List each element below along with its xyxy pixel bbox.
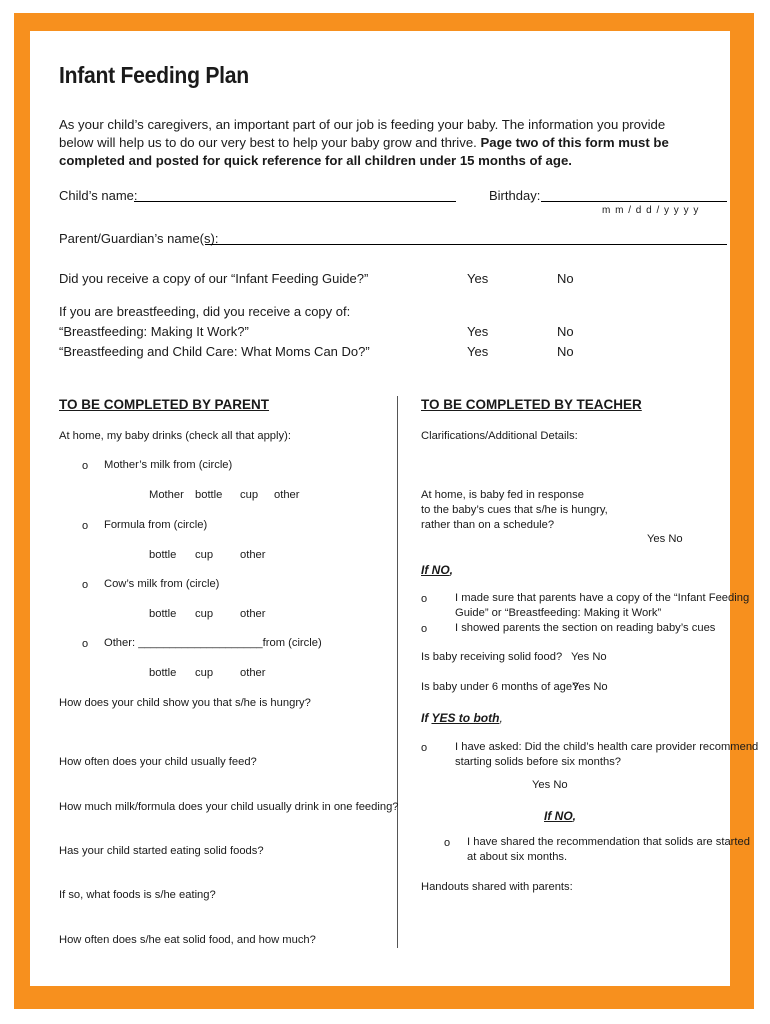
parent-name-field[interactable] [205,244,727,245]
checkbox-cues-section[interactable]: o [421,623,428,635]
mothers-opt-other[interactable]: other [274,489,300,501]
cows-opt-other[interactable]: other [240,608,266,620]
mothers-milk-label: Mother’s milk from (circle) [104,459,233,471]
handouts-label: Handouts shared with parents: [421,881,573,893]
intro-text: As your child’s caregivers, an important part of our job is feeding your baby. The information you provide below will help us to do our very best to help your baby grow and thrive. [59,117,666,150]
provider-asked-line-2: starting solids before six months? [455,756,622,768]
page-border [14,13,759,1009]
question-feed-frequency: How often does your child usually feed? [59,756,257,768]
mothers-opt-cup[interactable]: cup [240,489,259,501]
checkbox-mothers-milk[interactable]: o [82,460,89,472]
cues-yes-no[interactable]: Yes No [647,533,683,545]
cues-question-line-1: At home, is baby fed in response [421,489,584,501]
other-opt-bottle[interactable]: bottle [149,667,177,679]
formula-label: Formula from (circle) [104,519,208,531]
question-hungry: How does your child show you that s/he is hungry? [59,697,311,709]
intro-paragraph [59,116,699,170]
question-which-foods: If so, what foods is s/he eating? [59,889,216,901]
solid-food-yes-no[interactable]: Yes No [571,651,607,663]
column-divider [397,396,398,948]
cows-opt-cup[interactable]: cup [195,608,214,620]
clarifications-label: Clarifications/Additional Details: [421,430,578,442]
provider-yes-no[interactable]: Yes No [532,779,568,791]
if-yes-punct: , [499,711,503,725]
provider-asked-line-1: I have asked: Did the child’s health care provider recommend [455,741,759,753]
breastfeeding-2-no[interactable]: No [557,344,574,359]
if-no-label [421,563,453,577]
checkbox-formula[interactable]: o [82,520,89,532]
guide-no[interactable]: No [557,271,574,286]
child-name-field[interactable] [134,201,456,202]
guide-yes[interactable]: Yes [467,271,489,286]
child-name-label: Child’s name: [59,188,138,203]
if-no-text: If NO [421,563,450,577]
solid-food-question [421,651,562,663]
drinks-label: At home, my baby drinks (check all that apply): [59,430,291,442]
mothers-opt-bottle[interactable]: bottle [195,489,223,501]
parent-name-label: Parent/Guardian’s name(s): [59,231,219,246]
if-no-punct: , [449,563,454,577]
guide-question: Did you receive a copy of our “Infant Feeding Guide?” [59,271,369,286]
formula-opt-other[interactable]: other [240,549,266,561]
if-no-2-punct: , [572,809,577,823]
checkbox-recommendation-shared[interactable]: o [444,837,451,849]
cues-question-line-2: to the baby’s cues that s/he is hungry, [421,504,608,516]
if-no-label-2 [544,809,576,823]
parent-section-header: TO BE COMPLETED BY PARENT [59,397,270,412]
checkbox-other[interactable]: o [82,638,89,650]
cows-opt-bottle[interactable]: bottle [149,608,177,620]
breastfeeding-question-1: “Breastfeeding: Making It Work?” [59,324,249,339]
birthday-field[interactable] [541,201,727,202]
intro-bold-text: Page two of this form must be completed and posted for quick reference for all children under 15 months of age. [59,135,669,168]
other-opt-other[interactable]: other [240,667,266,679]
cues-question-line-3: rather than on a schedule? [421,519,555,531]
mothers-opt-mother[interactable]: Mother [149,489,184,501]
question-solid-frequency: How often does s/he eat solid food, and how much? [59,934,316,946]
recommendation-line-2: at about six months. [467,851,568,863]
cues-section-label: I showed parents the section on reading baby’s cues [455,622,716,634]
under-six-yes-no[interactable]: Yes No [572,681,608,693]
if-yes-both-label [421,711,503,725]
form-page [30,31,759,986]
checkbox-provider-asked[interactable]: o [421,742,428,754]
birthday-format-hint: m m / d d / y y y y [602,205,700,216]
question-feed-amount: How much milk/formula does your child usually drink in one feeding? [59,801,399,813]
checkbox-cows-milk[interactable]: o [82,579,89,591]
breastfeeding-question-2: “Breastfeeding and Child Care: What Moms Can Do?” [59,344,370,359]
guide-copy-line-2: Guide” or “Breastfeeding: Making it Work” [455,607,662,619]
breastfeeding-1-yes[interactable]: Yes [467,324,489,339]
guide-copy-line-1: I made sure that parents have a copy of the “Infant Feeding [455,592,750,604]
if-yes-text: YES to both [431,711,500,725]
if-yes-prefix: If [421,711,432,725]
birthday-label: Birthday: [489,188,541,203]
under-six-question: Is baby under 6 months of age? [421,681,579,693]
other-label[interactable]: Other: ____________________from (circle) [104,637,322,649]
checkbox-guide-copy[interactable]: o [421,593,428,605]
other-opt-cup[interactable]: cup [195,667,214,679]
question-solid-foods: Has your child started eating solid foods? [59,845,264,857]
cows-milk-label: Cow’s milk from (circle) [104,578,220,590]
breastfeeding-1-no[interactable]: No [557,324,574,339]
breastfeeding-2-yes[interactable]: Yes [467,344,489,359]
breastfeeding-intro: If you are breastfeeding, did you receive a copy of: [59,304,351,319]
solid-food-question-text: Is baby receiving solid food? [421,651,563,663]
teacher-section-header: TO BE COMPLETED BY TEACHER [421,397,642,412]
formula-opt-cup[interactable]: cup [195,549,214,561]
page-title: Infant Feeding Plan [59,62,249,88]
formula-opt-bottle[interactable]: bottle [149,549,177,561]
recommendation-line-1: I have shared the recommendation that solids are started [467,836,750,848]
if-no-2-text: If NO [544,809,573,823]
